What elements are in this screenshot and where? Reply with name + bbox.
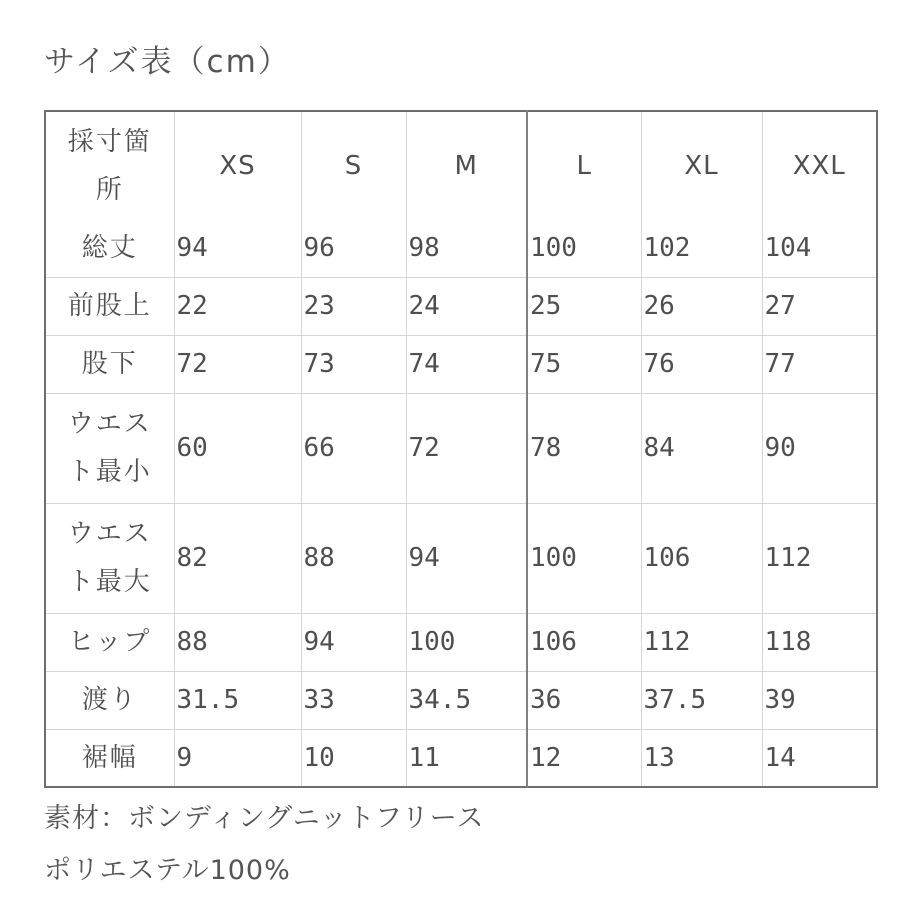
row-label-line1: ウエス	[67, 409, 152, 439]
size-value-cell: 78	[527, 393, 641, 503]
row-label	[45, 613, 174, 671]
size-value-cell: 90	[762, 393, 877, 503]
size-value-cell: 98	[406, 219, 527, 277]
size-header-s: S	[301, 111, 406, 219]
row-label-line1: ヒップ	[68, 627, 152, 657]
size-value-cell: 9	[174, 729, 301, 787]
table-row	[45, 671, 877, 729]
size-header-xxl: XXL	[792, 150, 846, 181]
size-value-cell: 82	[174, 503, 301, 613]
row-label	[45, 277, 174, 335]
row-label-line1: 前股上	[67, 291, 152, 321]
header-label-line2: 所	[95, 174, 124, 205]
size-value-cell: 37.5	[641, 671, 762, 729]
table-row	[45, 503, 877, 613]
size-header-m: M	[406, 111, 527, 219]
size-value-cell: 24	[406, 277, 527, 335]
page-title: サイズ表（cm）	[44, 44, 291, 80]
composition-text: ポリエステル100%	[44, 855, 291, 886]
size-value-cell: 74	[406, 335, 527, 393]
size-value-cell: 94	[174, 219, 301, 277]
size-value-cell: 31.5	[174, 671, 301, 729]
row-label-line2: ト最小	[67, 457, 152, 487]
size-value-cell: 96	[301, 219, 406, 277]
row-label	[45, 393, 174, 503]
size-value-cell: 72	[174, 335, 301, 393]
size-value-cell: 100	[527, 503, 641, 613]
row-label-line1: 総丈	[81, 232, 138, 263]
size-value-cell: 100	[527, 219, 641, 277]
size-header-xs: XS	[174, 111, 301, 219]
size-value-cell: 104	[762, 219, 877, 277]
size-header-l: L	[527, 111, 641, 219]
row-label	[45, 503, 174, 613]
row-label-line1: 裾幅	[81, 742, 138, 773]
size-value-cell: 75	[527, 335, 641, 393]
size-value-cell: 94	[406, 503, 527, 613]
row-label-line2: ト最大	[67, 567, 152, 597]
size-value-cell: 23	[301, 277, 406, 335]
table-row	[45, 729, 877, 787]
size-value-cell: 33	[301, 671, 406, 729]
size-value-cell: 72	[406, 393, 527, 503]
size-value-cell: 100	[406, 613, 527, 671]
row-label-line1: ウエス	[67, 519, 152, 549]
size-value-cell: 106	[641, 503, 762, 613]
size-value-cell: 94	[301, 613, 406, 671]
material-text: 素材：ボンディングニットフリース	[44, 803, 485, 834]
size-value-cell: 88	[174, 613, 301, 671]
size-value-cell: 73	[301, 335, 406, 393]
size-value-cell: 112	[762, 503, 877, 613]
size-value-cell: 106	[527, 613, 641, 671]
size-value-cell: 10	[301, 729, 406, 787]
measurement-point-header	[45, 111, 174, 219]
size-value-cell: 11	[406, 729, 527, 787]
row-label	[45, 335, 174, 393]
size-value-cell: 76	[641, 335, 762, 393]
size-value-cell: 102	[641, 219, 762, 277]
table-row	[45, 393, 877, 503]
size-value-cell: 36	[527, 671, 641, 729]
table-row	[45, 277, 877, 335]
row-label	[45, 671, 174, 729]
table-row	[45, 335, 877, 393]
row-label-line1: 股下	[81, 349, 138, 379]
size-value-cell: 12	[527, 729, 641, 787]
size-table	[44, 110, 878, 788]
size-header-xl: XL	[641, 111, 762, 219]
size-value-cell: 13	[641, 729, 762, 787]
size-value-cell: 112	[641, 613, 762, 671]
table-row	[45, 613, 877, 671]
size-value-cell: 77	[762, 335, 877, 393]
size-value-cell: 26	[641, 277, 762, 335]
size-value-cell: 84	[641, 393, 762, 503]
size-value-cell: 88	[301, 503, 406, 613]
size-value-cell: 34.5	[406, 671, 527, 729]
size-value-cell: 14	[764, 742, 796, 773]
size-value-cell: 22	[174, 277, 301, 335]
header-label-line1: 採寸箇	[67, 126, 152, 157]
size-value-cell: 118	[762, 613, 877, 671]
size-value-cell: 60	[174, 393, 301, 503]
table-row	[45, 219, 877, 277]
row-label-line1: 渡り	[81, 685, 138, 715]
row-label	[45, 219, 174, 277]
table-header-row	[45, 111, 877, 219]
size-value-cell: 39	[762, 671, 877, 729]
size-value-cell: 25	[527, 277, 641, 335]
row-label	[45, 729, 174, 787]
size-value-cell: 66	[301, 393, 406, 503]
size-value-cell: 27	[762, 277, 877, 335]
